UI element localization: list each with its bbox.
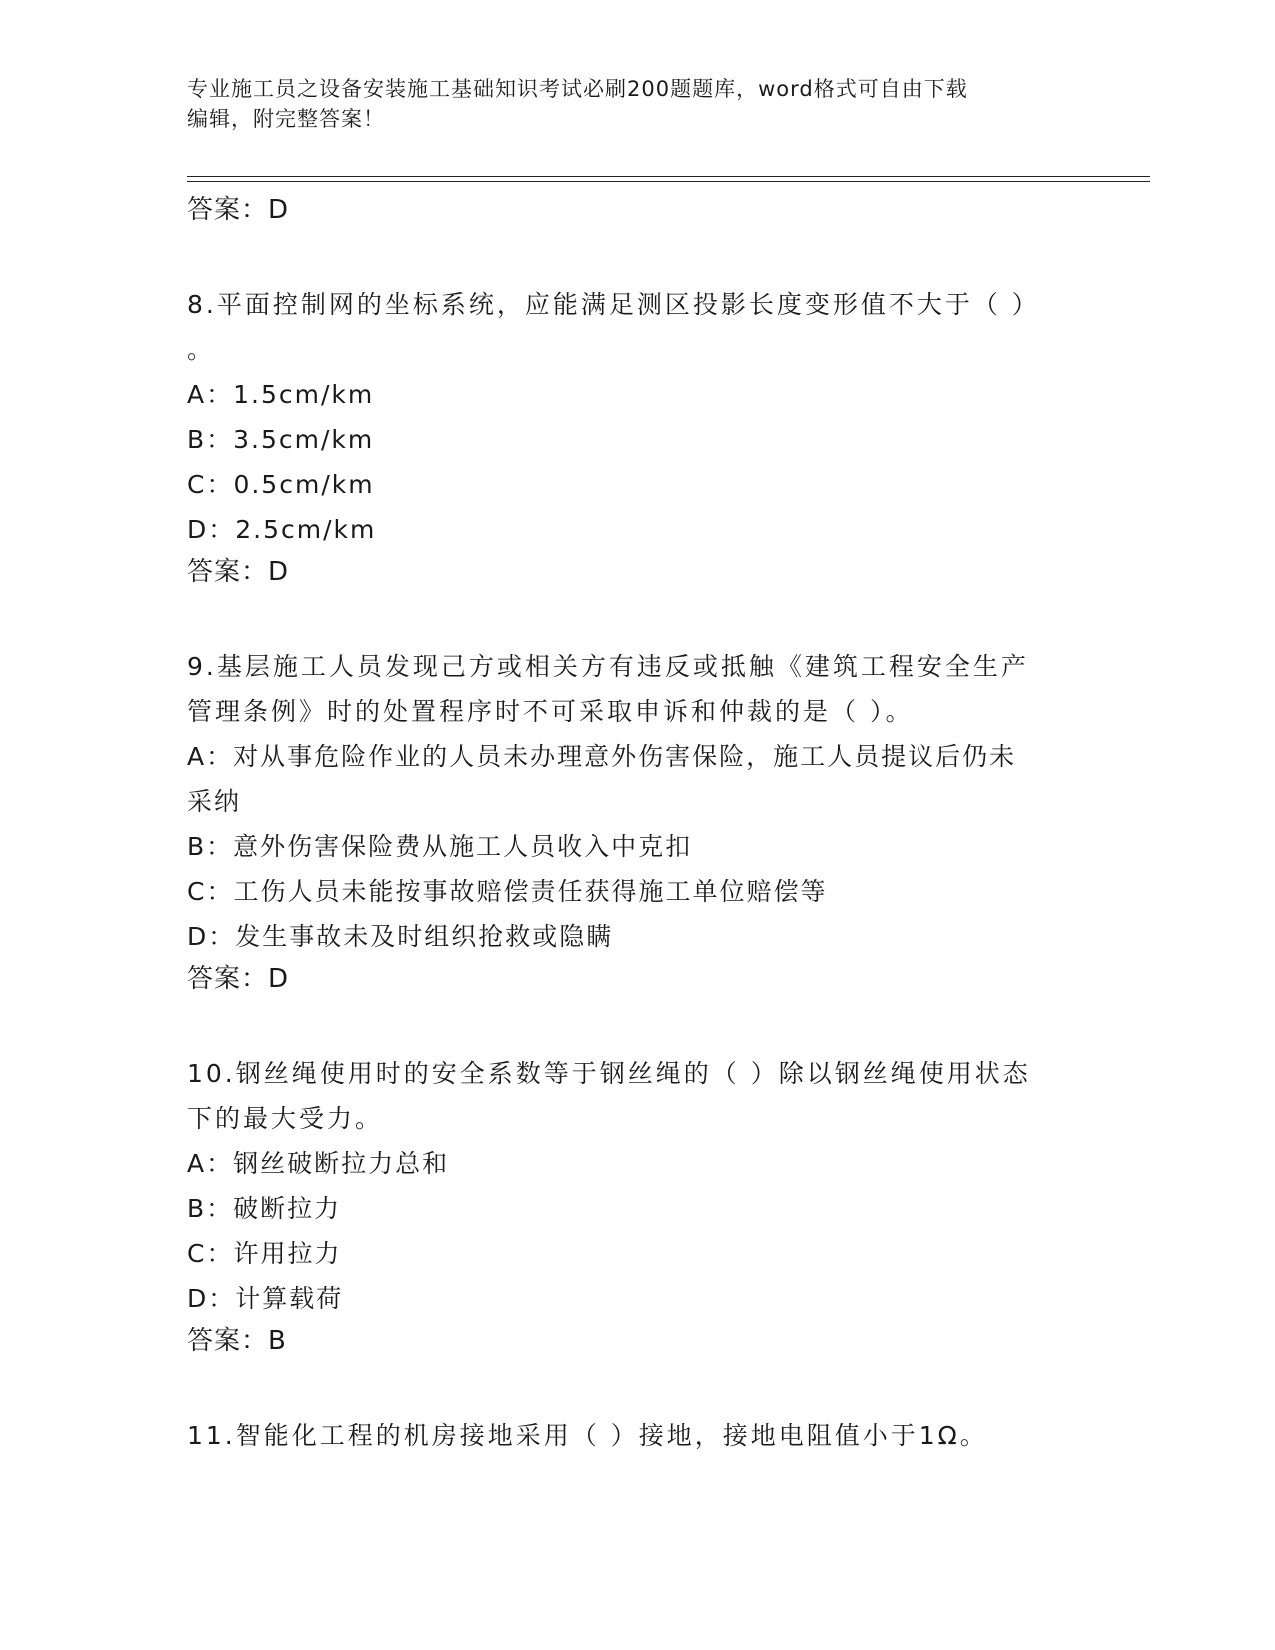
question-10-option-c: C：许用拉力 bbox=[187, 1239, 342, 1268]
question-9 bbox=[187, 644, 1087, 999]
question-8-option-a: A：1.5cm/km bbox=[187, 380, 375, 409]
header-divider-bottom bbox=[187, 181, 1150, 182]
question-9-option-a-line-1: A：对从事危险作业的人员未办理意外伤害保险，施工人员提议后仍未 bbox=[187, 742, 1017, 771]
question-9-option-b: B：意外伤害保险费从施工人员收入中克扣 bbox=[187, 832, 693, 861]
question-8-text-line-1: 8.平面控制网的坐标系统，应能满足测区投影长度变形值不大于（ ） bbox=[187, 290, 1040, 319]
question-9-option-c: C：工伤人员未能按事故赔偿责任获得施工单位赔偿等 bbox=[187, 877, 828, 906]
header-title-line-1: 专业施工员之设备安装施工基础知识考试必刷200题题库，word格式可自由下载 bbox=[187, 77, 968, 101]
question-8-option-b: B：3.5cm/km bbox=[187, 425, 375, 454]
question-8-answer: 答案：D bbox=[187, 557, 290, 587]
question-9-answer: 答案：D bbox=[187, 964, 290, 994]
question-10-answer: 答案：B bbox=[187, 1326, 287, 1356]
question-10-option-a: A：钢丝破断拉力总和 bbox=[187, 1149, 450, 1178]
question-11 bbox=[187, 1413, 1087, 1458]
question-10 bbox=[187, 1051, 1087, 1361]
question-10-option-d: D：计算载荷 bbox=[187, 1284, 344, 1313]
answer-line: 答案：D bbox=[187, 195, 290, 225]
header-divider-top bbox=[187, 176, 1150, 177]
question-8-text-line-2: 。 bbox=[187, 335, 216, 364]
question-8-option-d: D：2.5cm/km bbox=[187, 515, 377, 544]
question-10-text-line-1: 10.钢丝绳使用时的安全系数等于钢丝绳的（ ）除以钢丝绳使用状态 bbox=[187, 1059, 1031, 1088]
question-9-text-line-2: 管理条例》时的处置程序时不可采取申诉和仲裁的是（ ）。 bbox=[187, 697, 914, 726]
question-9-text-line-1: 9.基层施工人员发现己方或相关方有违反或抵触《建筑工程安全生产 bbox=[187, 652, 1029, 681]
question-9-option-d: D：发生事故未及时组织抢救或隐瞒 bbox=[187, 922, 614, 951]
header-title-line-2: 编辑，附完整答案！ bbox=[187, 107, 385, 131]
question-9-option-a-line-2: 采纳 bbox=[187, 787, 242, 816]
question-8 bbox=[187, 282, 1087, 592]
question-8-option-c: C：0.5cm/km bbox=[187, 470, 375, 499]
question-list bbox=[187, 190, 1087, 1458]
question-10-option-b: B：破断拉力 bbox=[187, 1194, 342, 1223]
document-header bbox=[187, 74, 1067, 134]
question-10-text-line-2: 下的最大受力。 bbox=[187, 1104, 384, 1133]
question-11-text-line-1: 11.智能化工程的机房接地采用（ ）接地，接地电阻值小于1Ω。 bbox=[187, 1421, 988, 1450]
